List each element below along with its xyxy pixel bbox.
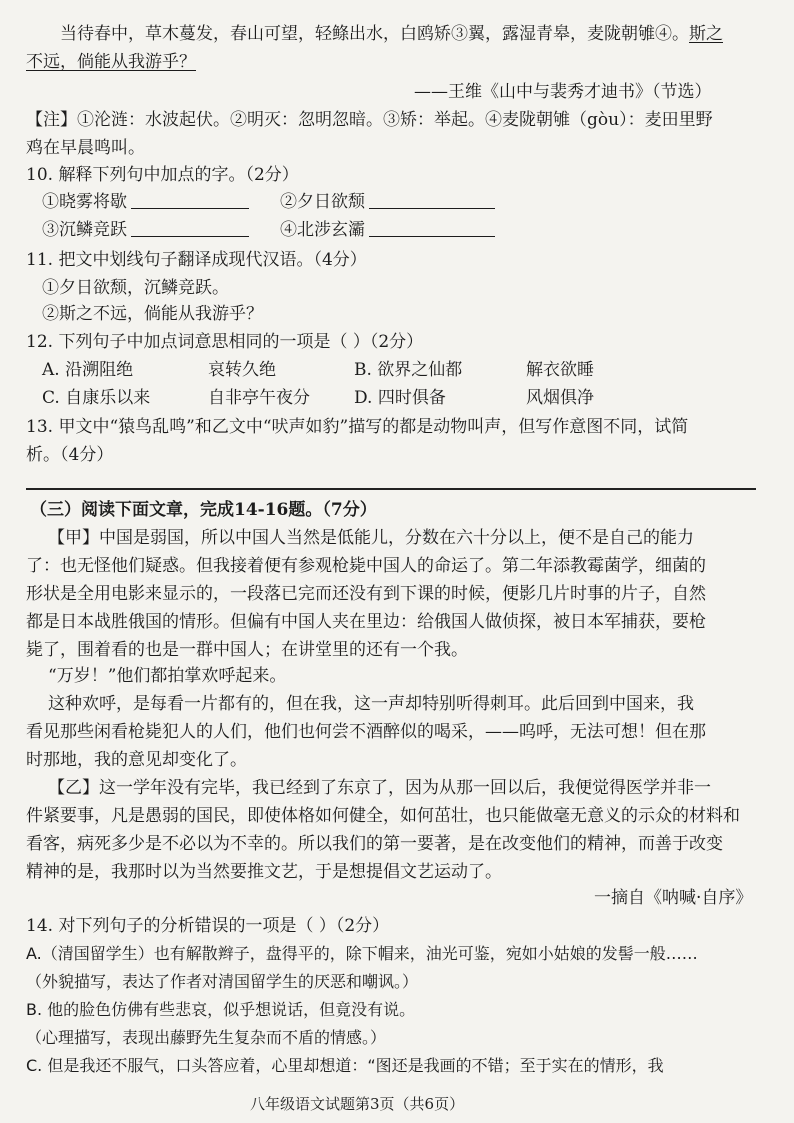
q11-item-2: ②斯之不远，倘能从我游乎？ — [42, 304, 263, 324]
yi-line: 件紧要事，凡是愚弱的国民，即使体格如何健全，如何茁壮，也只能做毫无意义的示众的材料和 — [26, 806, 740, 826]
yi-line: 【乙】这一学年没有完毕，我已经到了东京了，因为从那一回以后，我便觉得医学并非一 — [48, 778, 711, 798]
answer-blank[interactable] — [131, 218, 249, 237]
q13-line-2: 析。（4分） — [26, 445, 114, 465]
q12-option: 自非亭午夜分 — [208, 388, 310, 408]
q12-option: A. 沿溯阻绝 — [42, 360, 134, 380]
jia-line: 都是日本战胜俄国的情形。但偏有中国人夹在里边：给俄国人做侦探，被日本军捕获，要枪 — [26, 612, 706, 632]
note-line-2: 鸡在早晨鸣叫。 — [26, 138, 145, 158]
poem-text: 当待春中，草木蔓发，春山可望，轻鲦出水，白鸥矫③翼，露湿青皋，麦陇朝雊④。 — [60, 24, 689, 44]
q12-option: B. 欲界之仙都 — [354, 360, 463, 380]
jia-line: 看见那些闲看枪毙犯人的人们，他们也何尝不酒醉似的喝采，——呜呼，无法可想！但在那 — [26, 722, 706, 742]
underlined-sentence-part2: 不远，倘能从我游乎？ — [26, 52, 196, 72]
q14-option-a: A.（清国留学生）也有解散辫子，盘得平的，除下帽来，油光可鉴，宛如小姑娘的发髻一般…… — [26, 944, 698, 963]
poem-line-1 — [60, 22, 723, 46]
jia-line: 这种欢呼，是每看一片都有的，但在我，这一声却特别听得刺耳。此后回到中国来，我 — [48, 694, 694, 714]
q14-option-a-note: （外貌描写，表达了作者对清国留学生的厌恶和嘲讽。） — [26, 972, 419, 991]
q14-option-b-note: （心理描写，表现出藤野先生复杂而不盾的情感。） — [26, 1028, 387, 1047]
jia-line: 了：也无怪他们疑惑。但我接着便有参观枪毙中国人的命运了。第二年添教霉菌学，细菌的 — [26, 556, 706, 576]
answer-blank[interactable] — [131, 190, 249, 209]
note-line-1: 【注】①沦涟：水波起伏。②明灭：忽明忽暗。③矫：举起。④麦陇朝雊（gòu）：麦田里野 — [26, 110, 713, 130]
page-footer: 八年级语文试题第3页（共6页） — [250, 1095, 465, 1113]
q14-option-c: C. 但是我还不服气，口头答应着，心里却想道：“图还是我画的不错；至于实在的情形，我 — [26, 1056, 664, 1075]
underlined-sentence-part1: 斯之 — [689, 24, 723, 44]
q14-stem: 14. 对下列句子的分析错误的一项是（ ）（2分） — [26, 916, 390, 936]
q10-item-1: ①晓雾将歇 — [42, 190, 249, 214]
jia-line: 时那地，我的意见却变化了。 — [26, 750, 247, 770]
jia-line: 毙了，围着看的也是一群中国人；在讲堂里的还有一个我。 — [26, 640, 468, 660]
yi-line: 看客，病死多少是不必以为不幸的。所以我们的第一要著，是在改变他们的精神，而善于改变 — [26, 834, 723, 854]
q12-option: C. 自康乐以来 — [42, 388, 151, 408]
q10-item-4: ④北涉玄灞 — [280, 218, 495, 242]
answer-blank[interactable] — [369, 218, 495, 237]
q11-stem: 11. 把文中划线句子翻译成现代汉语。（4分） — [26, 250, 367, 270]
q12-stem: 12. 下列句子中加点词意思相同的一项是（ ）（2分） — [26, 332, 424, 352]
jia-line: 形状是全用电影来显示的，一段落已完而还没有到下课的时候，便影几片时事的片子，自然 — [26, 584, 706, 604]
section3-title: （三）阅读下面文章，完成14-16题。（7分） — [30, 500, 377, 520]
q10-item-3: ③沉鳞竞跃 — [42, 218, 249, 242]
q13-line-1: 13. 甲文中“猿鸟乱鸣”和乙文中“吠声如豹”描写的都是动物叫声，但写作意图不同，试简 — [26, 417, 689, 437]
yi-source: 一摘自《呐喊·自序》 — [594, 888, 753, 908]
q12-option: 哀转久绝 — [208, 360, 276, 380]
jia-line: “万岁！”他们都拍掌欢呼起来。 — [48, 666, 287, 686]
yi-line: 精神的是，我那时以为当然要推文艺，于是想提倡文艺运动了。 — [26, 862, 502, 882]
q12-option: D. 四时俱备 — [354, 388, 446, 408]
q11-item-1: ①夕日欲颓，沉鳞竞跃。 — [42, 278, 229, 298]
section-divider — [26, 488, 756, 490]
q12-option: 风烟俱净 — [526, 388, 594, 408]
q10-item-2: ②夕日欲颓 — [280, 190, 495, 214]
jia-line: 【甲】中国是弱国，所以中国人当然是低能儿，分数在六十分以上，便不是自己的能力 — [48, 528, 694, 548]
poem-line-2 — [26, 50, 196, 74]
q12-option: 解衣欲睡 — [526, 360, 594, 380]
q10-stem: 10. 解释下列句中加点的字。（2分） — [26, 165, 299, 185]
q14-option-b: B. 他的脸色仿佛有些悲哀，似乎想说话，但竟没有说。 — [26, 1000, 416, 1019]
poem-source: ——王维《山中与裴秀才迪书》（节选） — [414, 82, 712, 102]
answer-blank[interactable] — [369, 190, 495, 209]
